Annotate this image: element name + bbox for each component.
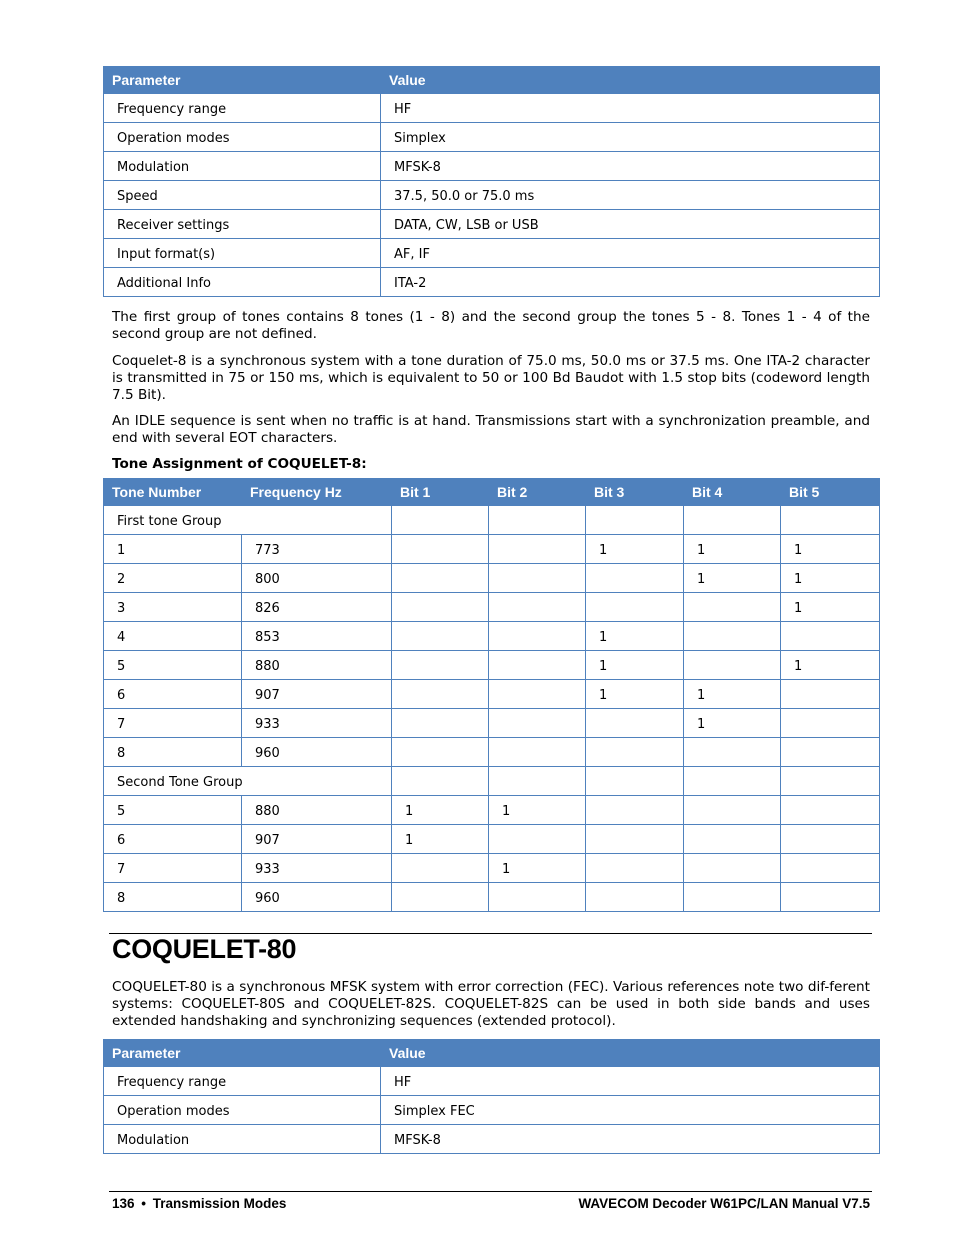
column-header: Frequency Hz <box>242 479 392 506</box>
paragraph-coquelet-80: COQUELET-80 is a synchronous MFSK system with error correction (FEC). Various references note two dif-ferent systems: COQUELET-80S and COQUELET-82S. COQUELET-82S can be used in both side bands and uses extended handshaking and synchronizing sequences (extended protocol). <box>112 979 870 1029</box>
frequency-cell: 773 <box>242 535 392 564</box>
tone-number-cell: 7 <box>104 709 242 738</box>
bit-cell <box>392 854 489 883</box>
bit-cell <box>684 854 781 883</box>
empty-bit-cell <box>489 767 586 796</box>
bit-cell: 1 <box>684 680 781 709</box>
empty-bit-cell <box>684 506 781 535</box>
bit-cell <box>781 854 880 883</box>
frequency-cell: 853 <box>242 622 392 651</box>
bit-cell <box>489 680 586 709</box>
bit-cell <box>392 593 489 622</box>
bit-cell <box>586 883 684 912</box>
empty-bit-cell <box>781 767 880 796</box>
table-header-row <box>104 1040 880 1067</box>
manual-title: WAVECOM Decoder W61PC/LAN Manual V7.5 <box>578 1196 870 1211</box>
value-cell: DATA, CW, LSB or USB <box>381 210 880 239</box>
table-row <box>104 854 880 883</box>
table-row <box>104 825 880 854</box>
page-number: 136 <box>112 1196 135 1211</box>
empty-bit-cell <box>684 767 781 796</box>
bit-cell: 1 <box>781 535 880 564</box>
group-row <box>104 767 880 796</box>
bit-cell <box>781 680 880 709</box>
bit-cell <box>489 564 586 593</box>
bit-cell: 1 <box>586 622 684 651</box>
bit-cell <box>684 825 781 854</box>
parameter-table-coquelet-80 <box>103 1039 880 1154</box>
parameter-cell: Frequency range <box>104 94 381 123</box>
table-row <box>104 622 880 651</box>
frequency-cell: 933 <box>242 709 392 738</box>
bit-cell <box>586 796 684 825</box>
tone-number-cell: 7 <box>104 854 242 883</box>
table-row <box>104 94 880 123</box>
bit-cell: 1 <box>392 825 489 854</box>
table-header-row <box>104 67 880 94</box>
table-row <box>104 651 880 680</box>
bit-cell: 1 <box>392 796 489 825</box>
bit-cell <box>489 825 586 854</box>
bit-cell: 1 <box>586 651 684 680</box>
bit-cell <box>392 651 489 680</box>
bit-cell: 1 <box>781 593 880 622</box>
tone-number-cell: 5 <box>104 651 242 680</box>
bit-cell <box>586 854 684 883</box>
frequency-cell: 907 <box>242 825 392 854</box>
tone-number-cell: 8 <box>104 883 242 912</box>
footer-left <box>112 1196 286 1211</box>
tone-number-cell: 4 <box>104 622 242 651</box>
tone-number-cell: 8 <box>104 738 242 767</box>
column-header: Value <box>381 1040 880 1067</box>
bit-cell <box>489 709 586 738</box>
value-cell: HF <box>381 94 880 123</box>
table-row <box>104 152 880 181</box>
table-row <box>104 564 880 593</box>
frequency-cell: 960 <box>242 883 392 912</box>
table-row <box>104 535 880 564</box>
tone-number-cell: 1 <box>104 535 242 564</box>
parameter-cell: Receiver settings <box>104 210 381 239</box>
bit-cell <box>586 709 684 738</box>
frequency-cell: 907 <box>242 680 392 709</box>
tone-number-cell: 2 <box>104 564 242 593</box>
bit-cell <box>684 651 781 680</box>
parameter-cell: Modulation <box>104 1125 381 1154</box>
bit-cell <box>684 883 781 912</box>
bit-cell <box>489 651 586 680</box>
table-header-row <box>104 479 880 506</box>
value-cell: HF <box>381 1067 880 1096</box>
column-header: Bit 1 <box>392 479 489 506</box>
column-header: Bit 2 <box>489 479 586 506</box>
column-header: Value <box>381 67 880 94</box>
table-row <box>104 1067 880 1096</box>
bit-cell <box>392 883 489 912</box>
parameter-cell: Input format(s) <box>104 239 381 268</box>
bit-cell: 1 <box>586 535 684 564</box>
bit-cell <box>392 622 489 651</box>
parameter-cell: Operation modes <box>104 1096 381 1125</box>
parameter-cell: Additional Info <box>104 268 381 297</box>
section-title: COQUELET-80 <box>112 934 297 964</box>
bit-cell: 1 <box>781 564 880 593</box>
tone-number-cell: 3 <box>104 593 242 622</box>
bit-cell <box>392 680 489 709</box>
bit-cell <box>684 622 781 651</box>
empty-bit-cell <box>586 506 684 535</box>
frequency-cell: 826 <box>242 593 392 622</box>
table-row <box>104 738 880 767</box>
paragraph-idle-sequence: An IDLE sequence is sent when no traffic is at hand. Transmissions start with a synchronization preamble, and end with several EOT characters. <box>112 413 870 446</box>
frequency-cell: 880 <box>242 796 392 825</box>
bit-cell <box>489 738 586 767</box>
parameter-cell: Modulation <box>104 152 381 181</box>
bit-cell <box>684 593 781 622</box>
empty-bit-cell <box>392 767 489 796</box>
bit-cell <box>489 535 586 564</box>
bit-cell <box>392 709 489 738</box>
bit-cell <box>586 564 684 593</box>
bit-cell: 1 <box>489 796 586 825</box>
value-cell: Simplex <box>381 123 880 152</box>
bit-cell <box>489 593 586 622</box>
bit-cell <box>586 738 684 767</box>
bit-cell <box>781 622 880 651</box>
table-row <box>104 239 880 268</box>
bit-cell <box>586 593 684 622</box>
bit-cell <box>781 709 880 738</box>
frequency-cell: 880 <box>242 651 392 680</box>
column-header: Bit 4 <box>684 479 781 506</box>
bit-cell <box>489 622 586 651</box>
bit-cell: 1 <box>684 564 781 593</box>
chapter-name: Transmission Modes <box>152 1196 287 1211</box>
table-row <box>104 796 880 825</box>
bullet-separator: • <box>141 1196 147 1211</box>
column-header: Bit 5 <box>781 479 880 506</box>
bit-cell <box>781 883 880 912</box>
table-row <box>104 181 880 210</box>
empty-bit-cell <box>392 506 489 535</box>
value-cell: MFSK-8 <box>381 152 880 181</box>
frequency-cell: 933 <box>242 854 392 883</box>
bit-cell <box>781 825 880 854</box>
empty-bit-cell <box>586 767 684 796</box>
bit-cell: 1 <box>684 535 781 564</box>
tone-number-cell: 5 <box>104 796 242 825</box>
table-row <box>104 268 880 297</box>
tone-assignment-table <box>103 478 880 912</box>
table-row <box>104 883 880 912</box>
parameter-cell: Frequency range <box>104 1067 381 1096</box>
bit-cell <box>684 738 781 767</box>
value-cell: ITA-2 <box>381 268 880 297</box>
table-row <box>104 1125 880 1154</box>
bit-cell: 1 <box>586 680 684 709</box>
bit-cell <box>781 738 880 767</box>
bit-cell <box>781 796 880 825</box>
group-label-cell: Second Tone Group <box>104 767 392 796</box>
frequency-cell: 960 <box>242 738 392 767</box>
parameter-cell: Operation modes <box>104 123 381 152</box>
table-row <box>104 1096 880 1125</box>
column-header: Parameter <box>104 1040 381 1067</box>
bit-cell <box>392 564 489 593</box>
column-header: Bit 3 <box>586 479 684 506</box>
bit-cell: 1 <box>781 651 880 680</box>
parameter-table-coquelet-8 <box>103 66 880 297</box>
table-row <box>104 680 880 709</box>
column-header: Parameter <box>104 67 381 94</box>
column-header: Tone Number <box>104 479 242 506</box>
tone-number-cell: 6 <box>104 680 242 709</box>
bit-cell <box>392 535 489 564</box>
bit-cell: 1 <box>684 709 781 738</box>
frequency-cell: 800 <box>242 564 392 593</box>
empty-bit-cell <box>489 506 586 535</box>
group-label-cell: First tone Group <box>104 506 392 535</box>
table-row <box>104 593 880 622</box>
group-row <box>104 506 880 535</box>
bit-cell <box>392 738 489 767</box>
paragraph-tone-groups: The first group of tones contains 8 tones (1 - 8) and the second group the tones 5 - 8. Tones 1 - 4 of the second group are not defined. <box>112 309 870 342</box>
table-row <box>104 123 880 152</box>
tone-number-cell: 6 <box>104 825 242 854</box>
value-cell: AF, IF <box>381 239 880 268</box>
bit-cell <box>586 825 684 854</box>
value-cell: 37.5, 50.0 or 75.0 ms <box>381 181 880 210</box>
value-cell: MFSK-8 <box>381 1125 880 1154</box>
bit-cell: 1 <box>489 854 586 883</box>
empty-bit-cell <box>781 506 880 535</box>
table-row <box>104 709 880 738</box>
paragraph-synchronous-system: Coquelet-8 is a synchronous system with a tone duration of 75.0 ms, 50.0 ms or 37.5 ms. One ITA-2 character is transmitted in 75 or 150 ms, which is equivalent to 50 or 100 Bd Baudot with 1.5 stop bits (codeword length 7.5 Bit). <box>112 353 870 403</box>
parameter-cell: Speed <box>104 181 381 210</box>
value-cell: Simplex FEC <box>381 1096 880 1125</box>
table-row <box>104 210 880 239</box>
bit-cell <box>489 883 586 912</box>
footer-divider <box>109 1191 872 1192</box>
tone-assignment-heading: Tone Assignment of COQUELET-8: <box>112 456 367 472</box>
bit-cell <box>684 796 781 825</box>
